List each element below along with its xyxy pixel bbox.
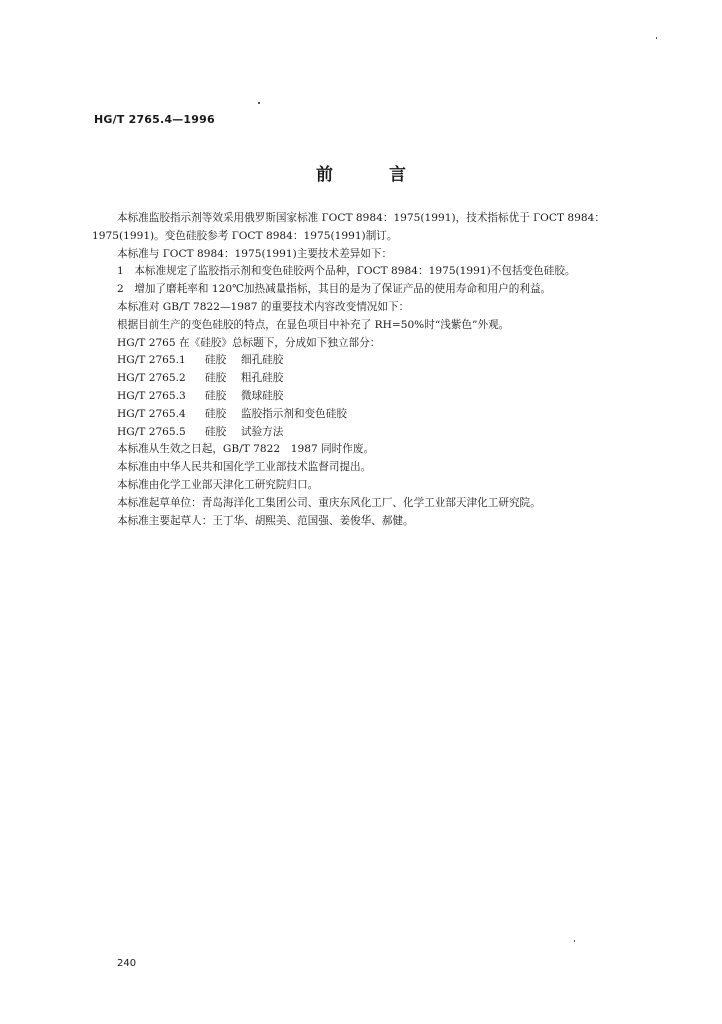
part-category: 硅胶 xyxy=(205,425,227,438)
part-code: HG/T 2765.3 xyxy=(117,389,186,402)
part-list-item xyxy=(92,352,632,370)
part-name: 粗孔硅胶 xyxy=(241,372,284,385)
closing-paragraph-4: 本标准起草单位：青岛海洋化工集团公司、重庆东风化工厂、化学工业部天津化工研究院。 xyxy=(117,496,541,509)
part-name: 试验方法 xyxy=(241,425,284,438)
part-list-item xyxy=(92,388,632,406)
part-category: 硅胶 xyxy=(205,372,227,385)
closing-paragraph-5: 本标准主要起草人：王丁华、胡熙美、范国强、姜俊华、郝健。 xyxy=(117,514,414,527)
part-list-item xyxy=(92,370,632,388)
paragraph-1-line-1: 本标准监胶指示剂等效采用俄罗斯国家标准 ГОСТ 8984：1975(1991)，技术指标优于 ГОСТ 8984： xyxy=(117,212,605,224)
closing-paragraph-2: 本标准由中华人民共和国化学工业部技术监督司提出。 xyxy=(117,461,372,474)
scan-speck xyxy=(656,37,657,39)
difference-item-1: 1 本标准规定了监胶指示剂和变色硅胶两个品种，ГОСТ 8984：1975(1991)不包括变色硅胶。 xyxy=(117,265,576,278)
page-number: 240 xyxy=(117,958,137,969)
part-category: 硅胶 xyxy=(205,407,227,420)
part-name: 细孔硅胶 xyxy=(241,354,284,367)
closing-paragraph-3: 本标准由化学工业部天津化工研究院归口。 xyxy=(117,478,319,491)
document-body xyxy=(92,210,632,530)
page-title xyxy=(0,160,722,185)
scan-speck xyxy=(258,102,260,104)
part-list-item xyxy=(92,406,632,424)
paragraph-2: 本标准与 ГОСТ 8984：1975(1991)主要技术差异如下： xyxy=(117,247,393,260)
part-code: HG/T 2765.1 xyxy=(117,354,186,367)
paragraph-4: 根据目前生产的变色硅胶的特点，在显色项目中补充了 RH=50%时“浅紫色”外观。 xyxy=(117,318,510,331)
paragraph-3: 本标准对 GB/T 7822—1987 的重要技术内容改变情况如下： xyxy=(117,300,410,313)
paragraph-5: HG/T 2765 在《硅胶》总标题下，分成如下独立部分： xyxy=(117,336,381,349)
part-code: HG/T 2765.5 xyxy=(117,425,186,438)
standard-code: HG/T 2765.4—1996 xyxy=(94,113,215,126)
paragraph-1-line-2: 1975(1991)。变色硅胶参考 ГОСТ 8984：1975(1991)制订。 xyxy=(92,229,398,242)
part-code: HG/T 2765.2 xyxy=(117,372,186,385)
part-name: 监胶指示剂和变色硅胶 xyxy=(241,407,347,420)
part-category: 硅胶 xyxy=(205,354,227,367)
part-code: HG/T 2765.4 xyxy=(117,407,186,420)
closing-paragraph-1: 本标准从生效之日起，GB/T 7822 1987 同时作废。 xyxy=(117,443,375,456)
part-list-item xyxy=(92,424,632,442)
difference-item-2: 2 增加了磨耗率和 120℃加热减量指标，其目的是为了保证产品的使用寿命和用户的利益。 xyxy=(117,283,552,296)
part-category: 硅胶 xyxy=(205,389,227,402)
part-name: 微球硅胶 xyxy=(241,389,284,402)
title-char-1: 前 xyxy=(316,165,333,185)
scan-speck xyxy=(574,940,575,942)
title-char-2: 言 xyxy=(389,165,406,185)
